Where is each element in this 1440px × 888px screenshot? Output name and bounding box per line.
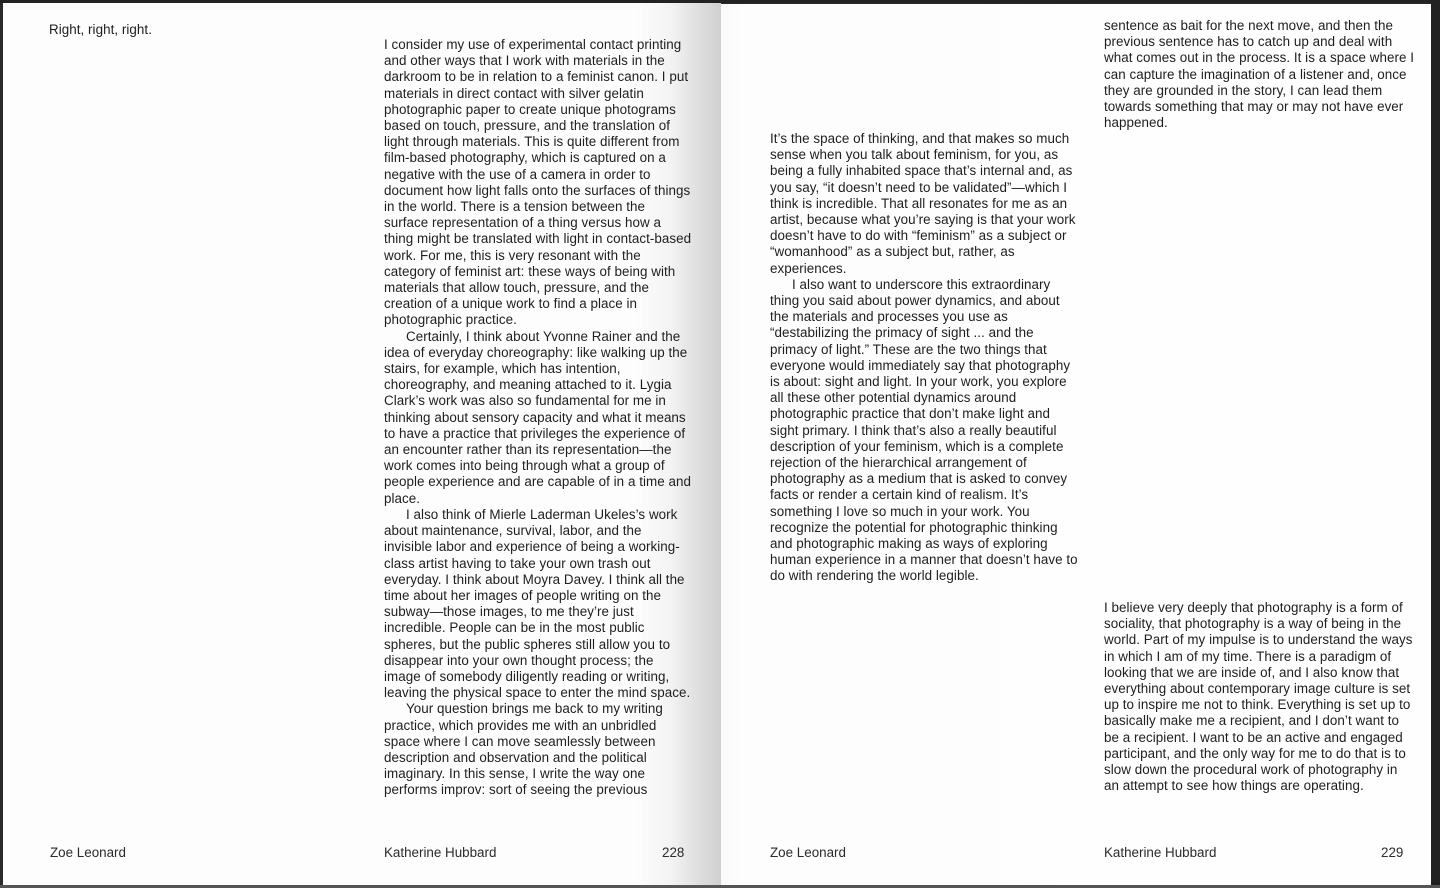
footer-speaker-left: Zoe Leonard: [770, 845, 846, 860]
paragraph: I consider my use of experimental contact printing and other ways that I work with materials in the darkroom to be in relation to a feminist canon. I put materials in direct contact with silver gelatin photographic paper to create unique photograms based on touch, pressure, and the translation of light through materials. This is quite different from film-based photography, which is captured on a negative with the use of a camera in order to document how light falls onto the surfaces of things in the world. There is a tension between the surface representation of a thing versus how a thing might be translated with light in contact-based work. For me, this is very resonant with the category of feminist art: these ways of being with materials that allow touch, pressure, and the creation of a unique work to find a place in photographic practice.: [384, 37, 692, 328]
paragraph: Certainly, I think about Yvonne Rainer and the idea of everyday choreography: like walking up the stairs, for example, which has intention, choreography, and meaning attached to it. Lygia Clark’s work was also so fundamental for me in thinking about sensory capacity and what it means to have a practice that privileges the experience of an encounter rather than its representation—the work comes into being through what a group of people experience and are capable of in a time and place.: [384, 328, 691, 506]
paragraph: I also want to underscore this extraordinary thing you said about power dynamics, and about the materials and processes you use as “destabilizing the primacy of sight ... and the primacy of light.” These are the two things that everyone would immediately say that photography is about: sight and light. In your work, you explore all these other potential dynamics around photographic practice that don’t make light and sight primary. I think that’s also a really beautiful description of your feminism, which is a complete rejection of the hierarchical arrangement of photography as a medium that is asked to convey facts or render a certain kind of realism. It’s something I love so much in your work. You recognize the potential for photographic thinking and photographic making as ways of exploring human experience in a manner that doesn’t have to do with rendering the world legible.: [770, 276, 1078, 584]
paragraph: I believe very deeply that photography is a form of sociality, that photography is a way of being in the world. Part of my impulse is to understand the ways in which I am of my time. There is a paradigm of looking that we are inside of, and I also know that everything about contemporary image culture is set up to inspire me not to think. Everything is set up to basically make me a recipient, and I don’t want to be a recipient. I want to be an active and engaged participant, and the only way for me to do that is to slow down the procedural work of photography in an attempt to see how things are operating.: [1104, 600, 1413, 794]
footer-speaker-right: Katherine Hubbard: [384, 845, 497, 860]
footer-speaker-right: Katherine Hubbard: [1104, 845, 1217, 860]
column-e-katherine-hubbard: [1104, 600, 1414, 794]
column-a-zoe-leonard: [49, 22, 339, 38]
column-d-katherine-hubbard: [1104, 18, 1414, 131]
page-number: 228: [662, 845, 685, 860]
paragraph: I also think of Mierle Laderman Ukeles’s work about maintenance, survival, labor, and the invisible labor and experience of being a working-class artist having to take your own trash out everyday. I think about Moyra Davey. I think all the time about her images of people writing on the subway—those images, to me they’re just incredible. People can be in the most public spheres, but the public spheres still allow you to disappear into your own thought process; the image of somebody diligently reading or writing, leaving the physical space to enter the mind space.: [384, 506, 691, 701]
column-c-zoe-leonard: [770, 131, 1080, 585]
scan-top-edge: [0, 0, 1440, 3]
paragraph: sentence as bait for the next move, and then the previous sentence has to catch up and deal with what comes out in the process. It is a space where I can capture the imagination of a listener and, once they are grounded in the story, I can lead them towards something that may or may not have ever happened.: [1104, 18, 1414, 131]
paragraph: It’s the space of thinking, and that makes so much sense when you talk about feminism, for you, as being a fully inhabited space that’s internal and, as you say, “it doesn’t need to be validated”—which I think is incredible. That all resonates for me as an artist, because what you’re saying is that your work doesn’t have to do with “feminism” as a subject or “womanhood” as a subject but, rather, as experiences.: [770, 131, 1076, 276]
scan-right-edge: [1431, 0, 1440, 888]
column-b-katherine-hubbard: [384, 37, 692, 799]
page-number: 229: [1381, 845, 1404, 860]
paragraph: Right, right, right.: [49, 22, 152, 37]
footer-speaker-left: Zoe Leonard: [50, 845, 126, 860]
paragraph: Your question brings me back to my writing practice, which provides me with an unbridled space where I can move seamlessly between description and observation and the political imaginary. In this sense, I write the way one performs improv: sort of seeing the previous: [384, 701, 663, 798]
